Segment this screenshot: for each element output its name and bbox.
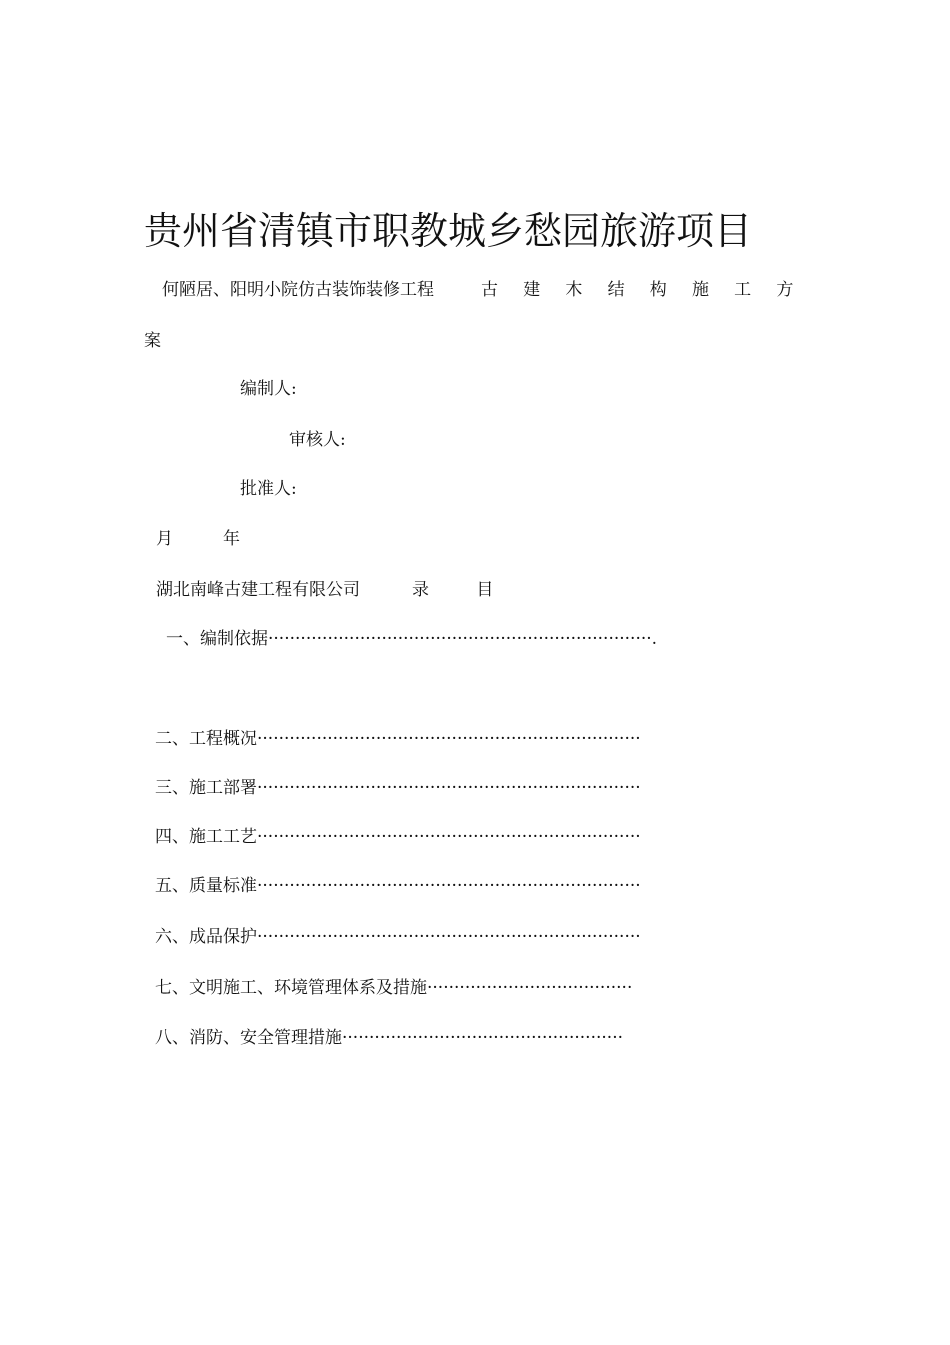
- toc-item: [155, 731, 641, 748]
- company-name: 湖北南峰古建工程有限公司: [156, 580, 360, 600]
- toc-item-label: 四、施工工艺: [155, 827, 257, 847]
- toc-item-leader: ·······································································.: [268, 629, 658, 649]
- toc-item: [155, 780, 641, 797]
- toc-item: [166, 631, 657, 648]
- toc-item-leader: ·······································································: [257, 729, 641, 749]
- toc-item: [155, 929, 641, 946]
- toc-item: [155, 1030, 623, 1047]
- approver-label: 批准人:: [240, 479, 297, 499]
- toc-item-leader: ·······································································: [257, 876, 641, 896]
- toc-item-label: 二、工程概况: [155, 729, 257, 749]
- document-subtitle-continuation: 案: [144, 331, 161, 351]
- toc-item-label: 一、编制依据: [166, 629, 268, 649]
- document-subtitle: [162, 282, 819, 299]
- toc-item-label: 六、成品保护: [155, 927, 257, 947]
- toc-item-leader: ····················································: [342, 1028, 623, 1048]
- toc-item-leader: ·······································································: [257, 827, 641, 847]
- toc-item-label: 五、质量标准: [155, 876, 257, 896]
- editor-label: 编制人:: [240, 379, 297, 399]
- toc-item: [155, 878, 641, 895]
- subtitle-project: 何陋居、阳明小院仿古装饰装修工程: [162, 280, 434, 300]
- toc-item-leader: ·······································································: [257, 778, 641, 798]
- reviewer-label: 审核人:: [289, 430, 346, 450]
- toc-item-leader: ·······································································: [257, 927, 641, 947]
- date-year: 年: [223, 529, 240, 549]
- date-line: [156, 531, 240, 548]
- toc-item-label: 八、消防、安全管理措施: [155, 1028, 342, 1048]
- company-line: [156, 582, 514, 599]
- toc-item-label: 七、文明施工、环境管理体系及措施: [155, 978, 427, 998]
- toc-item: [155, 980, 632, 997]
- toc-item-leader: ······································: [427, 978, 633, 998]
- toc-heading: 录 目: [412, 580, 515, 600]
- toc-item: [155, 829, 641, 846]
- date-month: 月: [156, 529, 173, 549]
- document-title: 贵州省清镇市职教城乡愁园旅游项目: [144, 209, 753, 253]
- subtitle-plan-type: 古 建 木 结 构 施 工 方: [481, 280, 794, 300]
- toc-item-label: 三、施工部署: [155, 778, 257, 798]
